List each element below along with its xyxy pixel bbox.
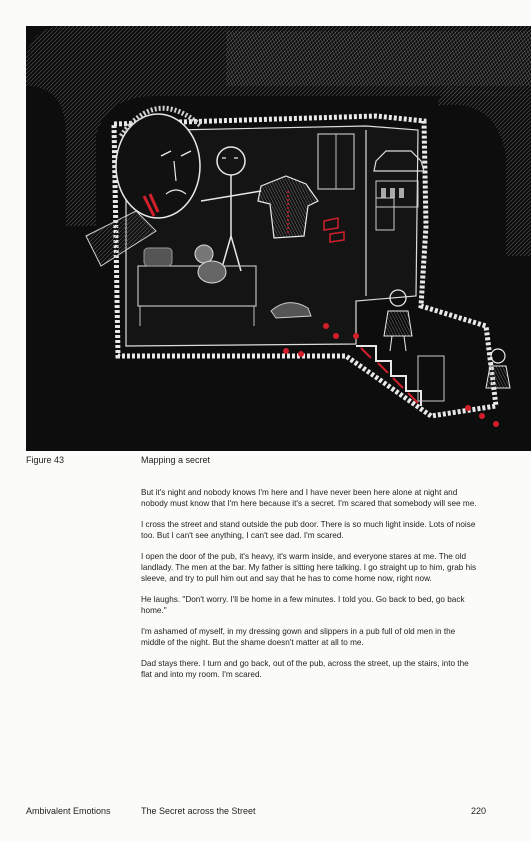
paragraph: I cross the street and stand outside the pub door. There is so much light inside. Lots of noise too. But I can't see anything, I can't see dad. I'm scared. bbox=[141, 520, 476, 540]
paragraph: He laughs. "Don't worry. I'll be home in a few minutes. I told you. Go back to bed, go back home." bbox=[141, 595, 465, 615]
running-footer-book: Ambivalent Emotions bbox=[26, 806, 111, 816]
paragraph: I'm ashamed of myself, in my dressing gown and slippers in a pub full of old men in the middle of the night. But the shame doesn't matter at all to me. bbox=[141, 627, 456, 647]
paragraph: I open the door of the pub, it's heavy, it's warm inside, and everyone stares at me. The old landlady. The men at the bar. My father is sitting here talking. I go straight up to him, grab his sleeve, and try to pull him out and say that he has to come home now, right now. bbox=[141, 552, 477, 583]
figure-number: Figure 43 bbox=[26, 455, 65, 465]
figure-caption: Mapping a secret bbox=[141, 455, 211, 465]
paragraph: Dad stays there. I turn and go back, out of the pub, across the street, up the stairs, into the flat and into my room. I'm scared. bbox=[141, 659, 469, 679]
paragraph: But it's night and nobody knows I'm here and I have never been here alone at night and nobody must know that I'm here because it's a secret. I'm scared that somebody will see me. bbox=[141, 488, 477, 508]
figure-illustration bbox=[26, 26, 531, 451]
page-number: 220 bbox=[470, 806, 486, 816]
chalk-drawing bbox=[26, 26, 531, 451]
running-footer-chapter: The Secret across the Street bbox=[141, 806, 256, 816]
body-text bbox=[141, 487, 477, 690]
